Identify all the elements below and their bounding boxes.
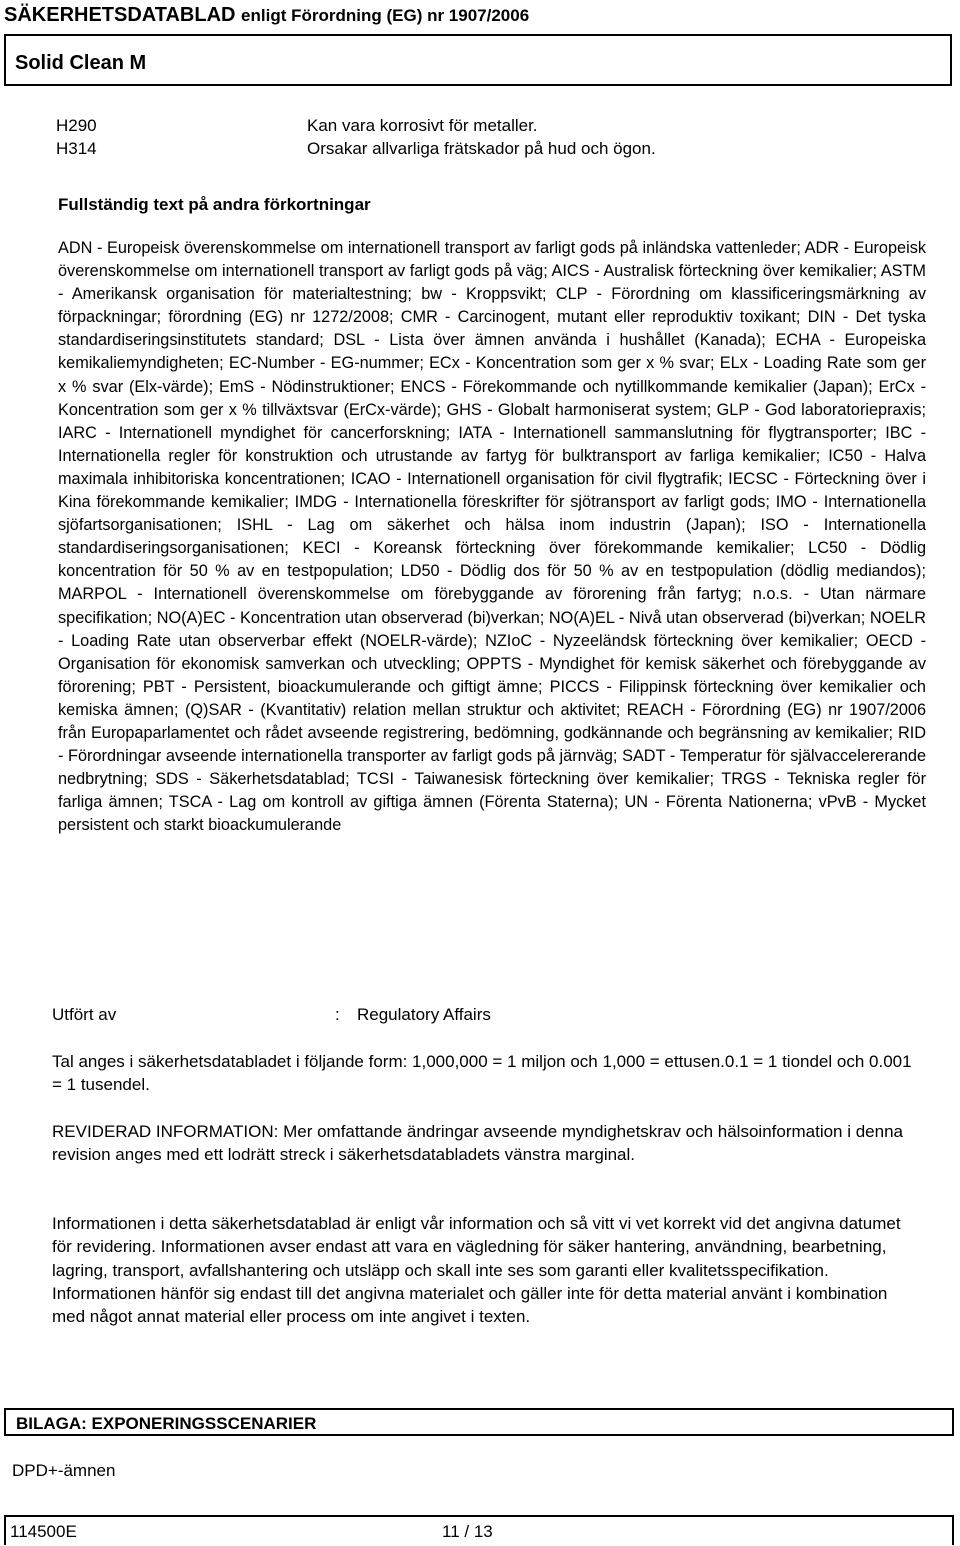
- document-title-main: SÄKERHETSDATABLAD: [4, 4, 236, 26]
- prepared-by-separator: :: [335, 1005, 340, 1024]
- hazard-text: Orsakar allvarliga frätskador på hud och ögon.: [307, 139, 656, 158]
- prepared-by-label: Utfört av: [52, 1005, 117, 1024]
- page-footer: [4, 1515, 954, 1545]
- hazard-code: H290: [56, 116, 97, 135]
- disclaimer-paragraph: Informationen i detta säkerhetsdatablad är enligt vår information och så vitt vi vet korrekt vid det angivna datumet för revidering. Informationen avser endast att vara en vägledning för säker hantering, användning, bearbetning, lagring, transport, avfallshantering och utsläpp och skall inte ses som garanti eller kvalitetsspecifikation. Informationen hänför sig endast till det angivna materialet och gäller inte för detta material använt i kombination med något annat material eller process om inte angivet i texten.: [52, 1214, 901, 1327]
- document-title: [4, 4, 529, 27]
- prepared-by-value: Regulatory Affairs: [357, 1005, 491, 1024]
- page-number: 11 / 13: [442, 1522, 493, 1541]
- product-name: Solid Clean M: [15, 52, 147, 74]
- annex-title-box: [4, 1408, 954, 1436]
- hazard-code: H314: [56, 139, 97, 158]
- abbreviations-text: ADN - Europeisk överenskommelse om internationell transport av farligt gods på inländska vattenleder; ADR - Europeisk överenskommelse om internationell transport av farligt gods på väg; AICS - Australisk förteckning över kemikalier; ASTM - Amerikansk organisation för materialtestning; bw - Kroppsvikt; CLP - Förordning om klassificeringsmärkning av förpackningar; förordning (EG) nr 1272/2008; CMR - Carcinogent, mutant eller reproduktiv toxikant; DIN - Det tyska standardiseringsinstitutets standard; DSL - Lista över ämnen använda i hushållet (Kanada); ECHA - Europeiska kemikaliemyndigheten; EC-Number - EG-nummer; ECx - Koncentration som ger x % svar; ELx - Loading Rate som ger x % svar (Elx-värde); EmS - Nödinstruktioner; ENCS - Förekommande och nytillkommande kemikalier (Japan); ErCx - Koncentration som ger x % tillväxtsvar (ErCx-värde); GHS - Globalt harmoniserat system; GLP - God laboratoriepraxis; IARC - Internationell myndighet för cancerforskning; IATA - Internationell sammanslutning för flygtransporter; IBC - Internationella regler för konstruktion och utrustande av fartyg för bulktransport av farliga kemikalier; IC50 - Halva maximala inhibitoriska koncentrationen; ICAO - Internationell organisation för civil flygtrafik; IECSC - Förteckning över i Kina förekommande kemikalier; IMDG - Internationella föreskrifter för sjötransport av farligt gods; IMO - Internationella sjöfartsorganisationen; ISHL - Lag om säkerhet och hälsa inom industrin (Japan); ISO - Internationella standardiseringsorganisationen; KECI - Koreansk förteckning över förekommande kemikalier; LC50 - Dödlig koncentration för 50 % av en testpopulation; LD50 - Dödlig dos för 50 % av en testpopulation (dödlig mediandos); MARPOL - Internationell överenskommelse om förebyggande av förorening från fartyg; n.o.s. - Utan närmare specifikation; NO(A)EC - Koncentration utan observerad (bi)verkan; NO(A)EL - Nivå utan observerad (bi)verkan; NOELR - Loading Rate utan observerbar effekt (NOELR-värde); NZIoC - Nyzeeländsk förteckning över kemikalier; OECD - Organisation för ekonomisk samverkan och utveckling; OPPTS - Myndighet för kemisk säkerhet och förebyggande av förorening; PBT - Persistent, bioackumulerande och giftigt ämne; PICCS - Filippinsk förteckning över kemikalier och kemiska ämnen; (Q)SAR - (Kvantitativ) relation mellan struktur och aktivitet; REACH - Förordning (EG) nr 1907/2006 från Europaparlamentet och rådet avseende registrering, bedömning, godkännande och begränsning av kemikalier; RID - Förordningar avseende internationella transporter av farligt gods på järnväg; SADT - Temperatur för självaccelererande nedbrytning; SDS - Säkerhetsdatablad; TCSI - Taiwanesisk förteckning över kemikalier; TRGS - Tekniska regler för farliga ämnen; TSCA - Lag om kontroll av giftiga ämnen (Förenta Staterna); UN - Förenta Nationerna; vPvB - Mycket persistent och starkt bioackumulerande: [58, 239, 926, 835]
- number-format-note: Tal anges i säkerhetsdatabladet i följande form: 1,000,000 = 1 miljon och 1,000 = ettusen.0.1 = 1 tiondel och 0.001 = 1 tusendel.: [52, 1052, 912, 1095]
- regulation-reference: enligt Förordning (EG) nr 1907/2006: [241, 6, 530, 25]
- hazard-text: Kan vara korrosivt för metaller.: [307, 116, 538, 135]
- annex-title: BILAGA: EXPONERINGSSCENARIER: [16, 1414, 317, 1433]
- document-code: 114500E: [10, 1522, 77, 1541]
- revised-information-note: REVIDERAD INFORMATION: Mer omfattande ändringar avseende myndighetskrav och hälsoinformation i denna revision anges med ett lodrätt streck i säkerhetsdatabladets vänstra marginal.: [52, 1122, 904, 1165]
- annex-subtitle: DPD+-ämnen: [12, 1461, 116, 1480]
- abbreviations-heading: Fullständig text på andra förkortningar: [58, 195, 371, 214]
- product-name-box: [4, 34, 952, 86]
